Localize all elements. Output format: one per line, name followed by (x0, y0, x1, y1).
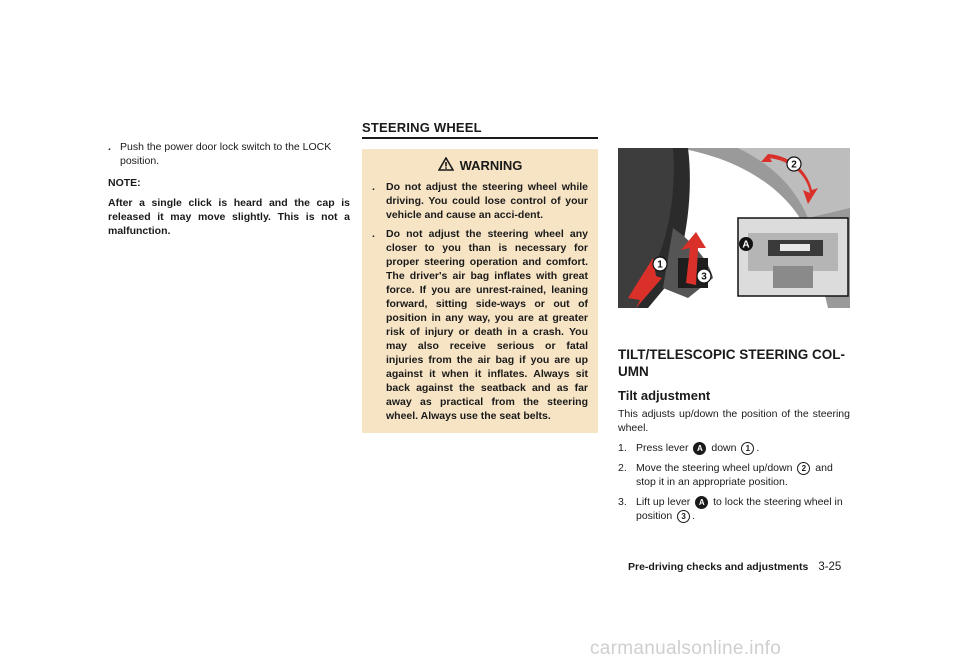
warning-item (372, 180, 588, 222)
bullet-text: Push the power door lock switch to the LOCK position. (120, 141, 332, 167)
warning-item-text: Do not adjust the steering wheel any closer to you than is necessary for proper steering operation and comfort. The driver's air bag inflates with great force. If you are unrest-rained, leaning forward, sitting side-ways or out of position in any way, you are at greater risk of injury or death in a crash. You may also receive serious or fatal injuries from the air bag if you are up against it when it inflates. Always sit back against the seatback and as far away as practical from the steering wheel. Always use the seat belts. (386, 228, 588, 422)
callout-three-label: 3 (701, 271, 707, 283)
step-text-part: . (756, 442, 760, 454)
step-text-part: and stop it in an appropriate position. (636, 462, 833, 488)
callout-one-icon: 1 (741, 442, 754, 455)
step-number: 2. (618, 462, 627, 474)
step-text-part: Move the steering wheel up/down (636, 462, 796, 474)
bullet-mark: . (372, 228, 375, 240)
callout-a-icon (739, 237, 753, 251)
callout-two-icon (787, 157, 801, 171)
page-footer (628, 561, 841, 573)
step-item (618, 495, 850, 523)
footer-section-name: Pre-driving checks and adjustments (628, 561, 809, 573)
callout-two-icon: 2 (797, 462, 810, 475)
lever-a-icon: A (695, 496, 708, 509)
note-heading: NOTE: (108, 177, 141, 189)
left-column (108, 140, 350, 238)
section-title: STEERING WHEEL (362, 120, 598, 139)
step-text (636, 495, 850, 523)
bullet-item (108, 140, 350, 168)
tilt-intro: This adjusts up/down the position of the steering wheel. (618, 408, 850, 434)
subsection-title: TILT/TELESCOPIC STEERING COL-UMN (618, 347, 846, 379)
step-item (618, 461, 850, 489)
steering-column-photo (618, 148, 850, 308)
tilt-heading: Tilt adjustment (618, 388, 711, 403)
step-number: 3. (618, 496, 627, 508)
bullet-mark: . (372, 181, 375, 193)
step-text-part: to lock the steering wheel in position (636, 496, 843, 522)
lever-a-icon: A (693, 442, 706, 455)
step-text-part: Press lever (636, 442, 692, 454)
callout-one-icon (653, 257, 667, 271)
step-text-part: down (708, 442, 740, 454)
middle-column (362, 120, 598, 433)
step-text-part: Lift up lever (636, 496, 694, 508)
step-text (636, 441, 759, 455)
warning-item-text: Do not adjust the steering wheel while driving. You could lose control of your vehicle and cause an acci-dent. (386, 181, 588, 221)
callout-a-label: A (742, 239, 750, 251)
warning-item (372, 227, 588, 423)
note-text: After a single click is heard and the cap is released it may move slightly. This is not a malfunction. (108, 197, 350, 237)
step-item (618, 441, 850, 455)
warning-title: WARNING (459, 157, 523, 173)
watermark: carmanualsonline.info (590, 638, 782, 659)
bullet-mark: . (108, 141, 111, 153)
callout-two-label: 2 (791, 159, 797, 171)
callout-three-icon: 3 (677, 510, 690, 523)
warning-header (372, 157, 588, 174)
step-text (636, 461, 850, 489)
page-number: 3-25 (818, 561, 842, 573)
right-column (618, 148, 850, 523)
step-text-part: . (692, 510, 696, 522)
step-number: 1. (618, 442, 627, 454)
callout-one-label: 1 (657, 259, 663, 271)
warning-triangle-icon (438, 157, 454, 174)
callout-three-icon (697, 269, 711, 283)
warning-box (362, 149, 598, 433)
